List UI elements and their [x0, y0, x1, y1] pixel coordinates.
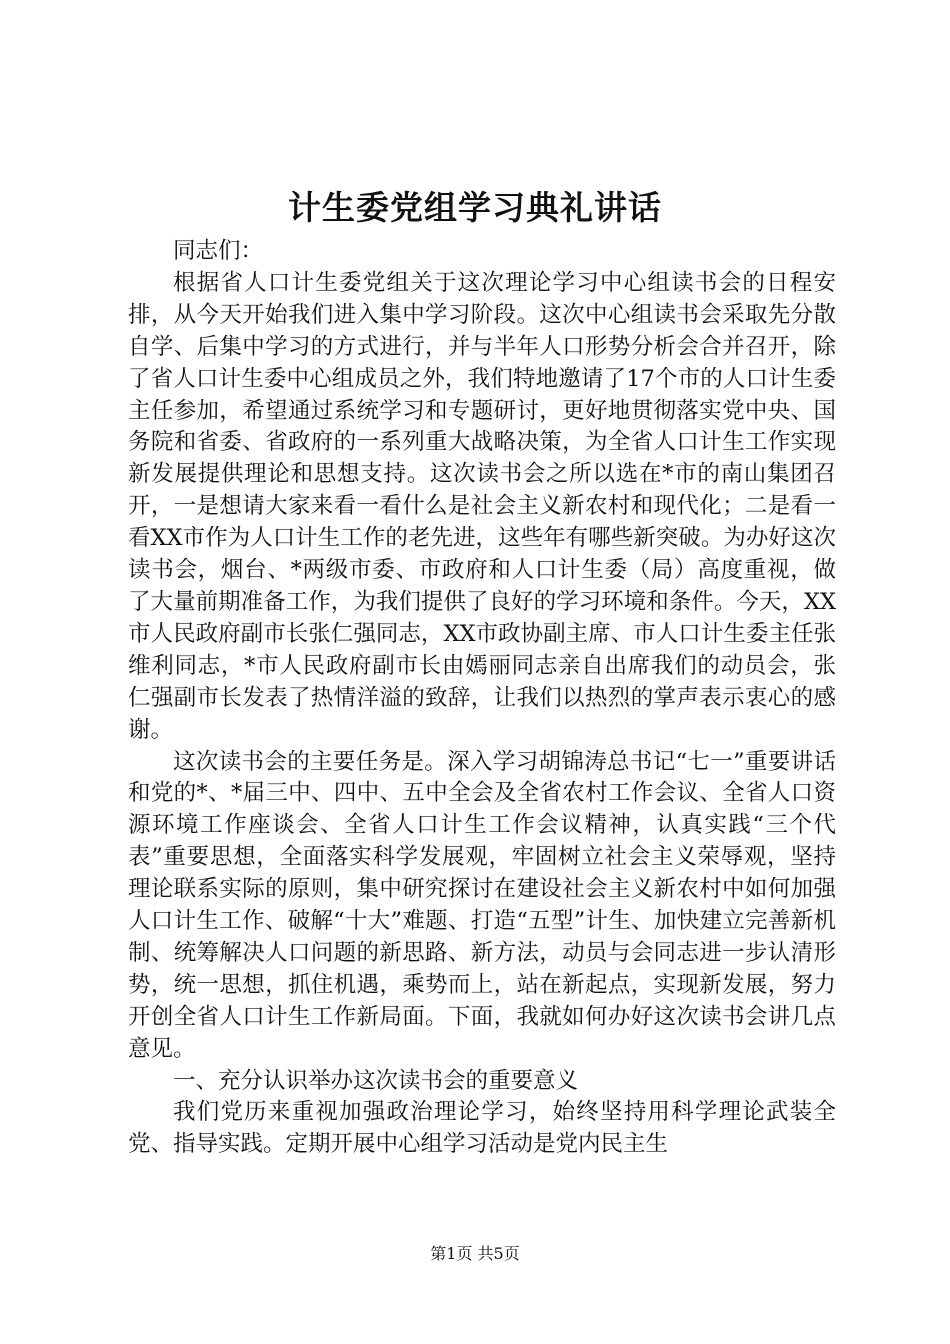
body-paragraph-1: 根据省人口计生委党组关于这次理论学习中心组读书会的日程安排，从今天开始我们进入集中学习阶段。这次中心组读书会采取先分散自学、后集中学习的方式进行，并与半年人口形势分析会合并召开，除了省人口计生委中心组成员之外，我们特地邀请了17个市的人口计生委主任参加，希望通过系统学习和专题研讨，更好地贯彻落实党中央、国务院和省委、省政府的一系列重大战略决策，为全省人口计生工作实现新发展提供理论和思想支持。这次读书会之所以选在*市的南山集团召开，一是想请大家来看一看什么是社会主义新农村和现代化；二是看一看XX市作为人口计生工作的老先进，这些年有哪些新突破。为办好这次读书会，烟台、*两级市委、市政府和人口计生委（局）高度重视，做了大量前期准备工作，为我们提供了良好的学习环境和条件。今天，XX市人民政府副市长张仁强同志，XX市政协副主席、市人口计生委主任张维利同志，*市人民政府副市长由嫣丽同志亲自出席我们的动员会，张仁强副市长发表了热情洋溢的致辞，让我们以热烈的掌声表示衷心的感谢。 [128, 269, 836, 743]
body-paragraph-2: 这次读书会的主要任务是。深入学习胡锦涛总书记“七一”重要讲话和党的*、*届三中、四中、五中全会及全省农村工作会议、全省人口资源环境工作座谈会、全省人口计生工作会议精神，认真实践“三个代表”重要思想，全面落实科学发展观，牢固树立社会主义荣辱观，坚持理论联系实际的原则，集中研究探讨在建设社会主义新农村中如何加强人口计生工作、破解“十大”难题、打造“五型”计生、加快建立完善新机制、统筹解决人口问题的新思路、新方法，动员与会同志进一步认清形势，统一思想，抓住机遇，乘势而上，站在新起点，实现新发展，努力开创全省人口计生工作新局面。下面，我就如何办好这次读书会讲几点意见。 [128, 748, 836, 1062]
page-number-footer: 第1页 共5页 [430, 1244, 520, 1263]
body-paragraph-3: 我们党历来重视加强政治理论学习，始终坚持用科学理论武装全党、指导实践。定期开展中心组学习活动是党内民主生 [128, 1099, 836, 1158]
document-body [128, 236, 836, 1161]
salutation: 同志们： [173, 238, 264, 264]
section-heading: 一、充分认识举办这次读书会的重要意义 [173, 1067, 579, 1094]
document-title: 计生委党组学习典礼讲话 [288, 188, 662, 227]
